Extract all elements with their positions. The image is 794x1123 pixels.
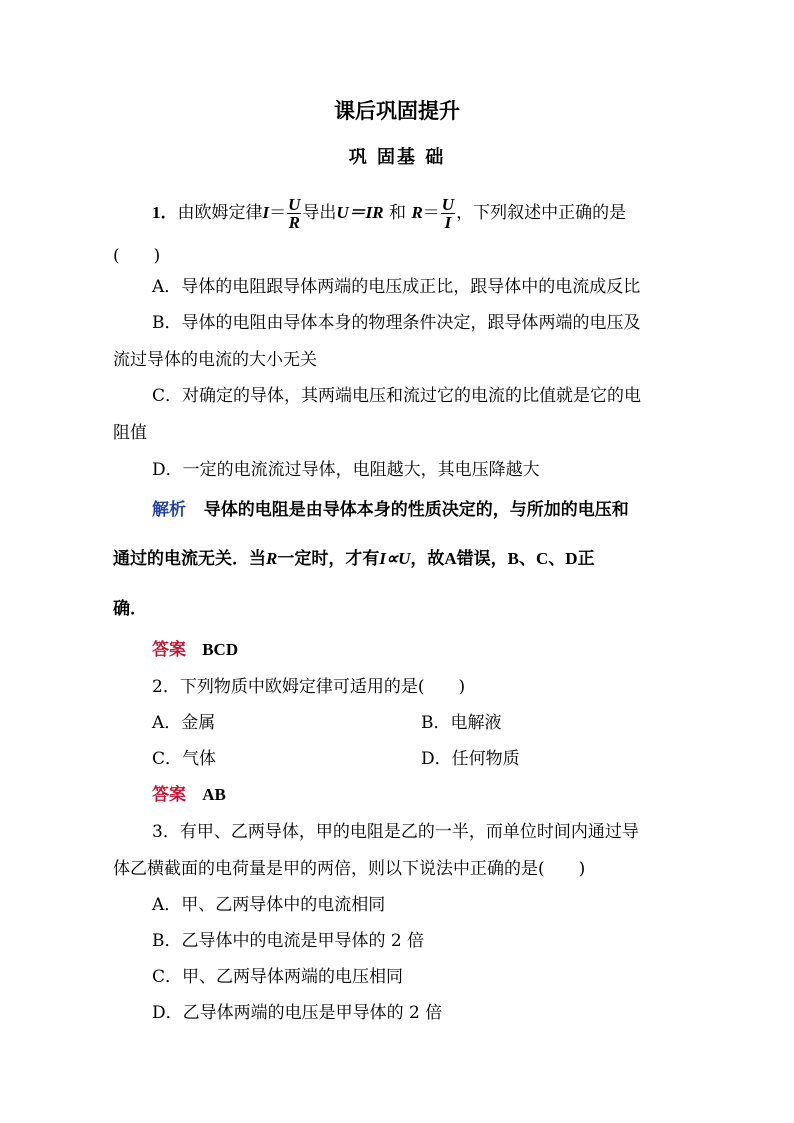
q1-analysis-line1: 解析 导体的电阻是由导体本身的性质决定的，与所加的电压和: [152, 500, 629, 520]
q1-analysis-line2: 通过的电流无关．当R一定时，才有I∝U，故A错误，B、C、D正: [113, 549, 595, 569]
q1-option-c-line2: 阻值: [113, 423, 147, 443]
analysis-label: 解析: [152, 500, 186, 520]
q1-option-a: A．导体的电阻跟导体两端的电压成正比，跟导体中的电流成反比: [152, 277, 641, 297]
q3-option-a: A．甲、乙两导体中的电流相同: [152, 895, 386, 915]
q2-option-d: D．任何物质: [421, 749, 520, 769]
q1-analysis-line3: 确．: [113, 599, 147, 619]
answer-label: 答案: [152, 785, 186, 805]
q1-option-d: D．一定的电流流过导体，电阻越大，其电压降越大: [152, 460, 540, 480]
answer-label: 答案: [152, 640, 186, 660]
q1-option-c-line1: C．对确定的导体，其两端电压和流过它的电流的比值就是它的电: [152, 386, 642, 406]
page-title: 课后巩固提升: [334, 98, 460, 123]
q3-stem-line2: 体乙横截面的电荷量是甲的两倍，则以下说法中正确的是( ): [113, 859, 586, 879]
fraction-u-over-i: $\frac{U}{I}$: [441, 195, 455, 232]
q2-answer: 答案 AB: [152, 785, 226, 805]
q2-option-b: B．电解液: [421, 713, 502, 733]
q1-option-b-line2: 流过导体的电流的大小无关: [113, 350, 317, 370]
q3-option-b: B．乙导体中的电流是甲导体的 2 倍: [152, 931, 425, 951]
q1-stem: 1．由欧姆定律I＝ $\frac{U}{R}$ 导出U＝IR 和 R＝ $\frac{U}{I}$ ，下列叙述中正确的是: [152, 195, 627, 232]
q1-option-b-line1: B．导体的电阻由导体本身的物理条件决定，跟导体两端的电压及: [152, 313, 641, 333]
section-heading: 巩 固基 础: [348, 147, 446, 168]
q3-option-d: D．乙导体两端的电压是甲导体的 2 倍: [152, 1003, 443, 1023]
q2-stem: 2．下列物质中欧姆定律可适用的是( ): [152, 677, 466, 697]
q1-answer: 答案 BCD: [152, 640, 239, 660]
q3-option-c: C．甲、乙两导体两端的电压相同: [152, 967, 404, 987]
q2-option-a: A．金属: [152, 713, 216, 733]
q1-paren: ( ): [113, 246, 161, 266]
q3-stem-line1: 3．有甲、乙两导体，甲的电阻是乙的一半，而单位时间内通过导: [152, 822, 639, 842]
q2-option-c: C．气体: [152, 749, 217, 769]
fraction-u-over-r: $\frac{U}{R}$: [288, 195, 301, 232]
